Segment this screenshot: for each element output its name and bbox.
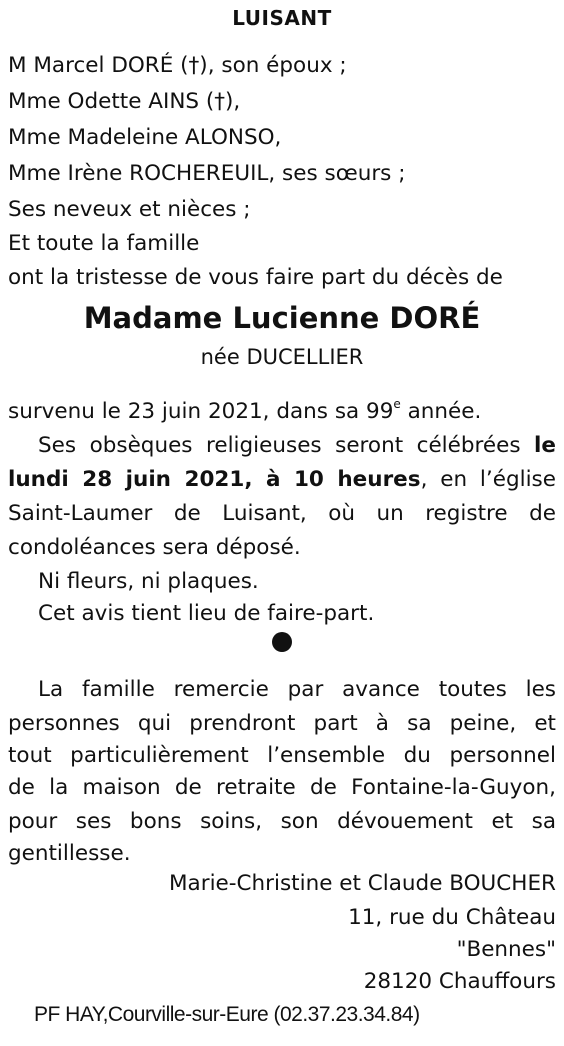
family-line: M Marcel DORÉ (†), son époux ; bbox=[8, 53, 347, 78]
family-line: Et toute la famille bbox=[8, 231, 200, 256]
death-date-text: survenu le 23 juin 2021, dans sa 99 bbox=[8, 399, 394, 424]
funeral-date-start: le bbox=[534, 433, 556, 458]
funeral-line: condoléances sera déposé. bbox=[8, 535, 301, 560]
address-line: 11, rue du Château bbox=[348, 905, 556, 930]
ordinal-suffix: e bbox=[393, 397, 401, 411]
thanks-line: personnes qui prendront part à sa peine, et bbox=[8, 711, 556, 736]
funeral-line bbox=[8, 464, 556, 496]
announcement-line: ont la tristesse de vous faire part du décès de bbox=[8, 265, 503, 290]
note-line: Ni fleurs, ni plaques. bbox=[38, 569, 259, 594]
family-line: Mme Irène ROCHEREUIL, ses sœurs ; bbox=[8, 161, 406, 186]
funeral-line bbox=[8, 430, 556, 462]
funeral-home-credit: PF HAY,Courville-sur-Eure (02.37.23.34.84) bbox=[34, 1003, 420, 1026]
thanks-line: gentillesse. bbox=[8, 841, 131, 866]
funeral-text: , en l’église bbox=[420, 467, 556, 492]
separator-bullet bbox=[272, 632, 292, 652]
funeral-line: Saint-Laumer de Luisant, où un registre de bbox=[8, 501, 556, 526]
thanks-line: tout particulièrement l’ensemble du personnel bbox=[8, 743, 556, 768]
note-line: Cet avis tient lieu de faire-part. bbox=[38, 601, 375, 626]
thanks-line: La famille remercie par avance toutes les bbox=[38, 677, 556, 702]
deceased-name: Madame Lucienne DORÉ bbox=[83, 301, 481, 335]
family-line: Mme Odette AINS (†), bbox=[8, 89, 241, 114]
thanks-line: de la maison de retraite de Fontaine-la-Guyon, bbox=[8, 775, 556, 800]
death-date-line bbox=[8, 396, 481, 428]
thanks-line: pour ses bons soins, son dévouement et sa bbox=[8, 809, 556, 834]
family-line: Ses neveux et nièces ; bbox=[8, 197, 251, 222]
town-heading: LUISANT bbox=[232, 6, 332, 30]
address-line: "Bennes" bbox=[456, 937, 556, 962]
birth-name: née DUCELLIER bbox=[200, 345, 364, 369]
death-date-end: année. bbox=[400, 399, 482, 424]
family-line: Mme Madeleine ALONSO, bbox=[8, 125, 282, 150]
funeral-text: Ses obsèques religieuses seront célébrées bbox=[38, 433, 535, 458]
funeral-date: lundi 28 juin 2021, à 10 heures bbox=[8, 467, 421, 492]
address-line: 28120 Chauffours bbox=[363, 969, 556, 994]
address-line: Marie-Christine et Claude BOUCHER bbox=[169, 871, 556, 896]
